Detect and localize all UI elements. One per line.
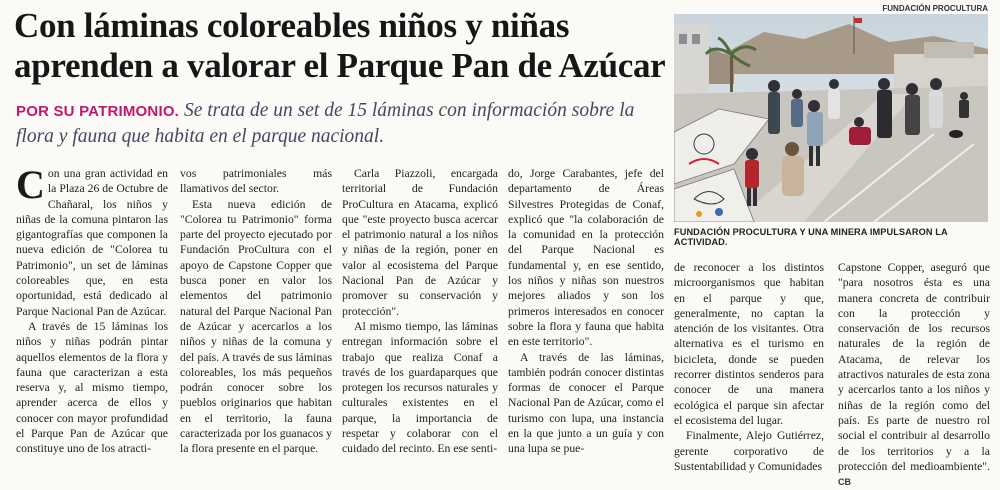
deck bbox=[16, 98, 656, 149]
paragraph-text: on una gran actividad en la Plaza 26 de Octubre de Chañaral, los niños y niñas de la comuna pintaron las gigantografías que componen la nueva edición de "Colorea tu Patrimonio", un set de láminas coloreables que, en esta oportunidad, está dedicado al Parque Nacional Pan de Azúcar. bbox=[16, 167, 168, 318]
article-column-4 bbox=[508, 166, 664, 457]
headline-line-1: Con láminas coloreables niños y niñas bbox=[14, 6, 570, 45]
photo-illustration bbox=[674, 14, 988, 222]
article-column-6 bbox=[838, 260, 990, 490]
article-column-2 bbox=[180, 166, 332, 457]
paragraph: Finalmente, Alejo Gutiérrez, gerente corporativo de Sustentabilidad y Comunidades bbox=[674, 429, 824, 473]
paragraph: A través de 15 láminas los niños y niñas podrán pintar aquellos elementos de la flora y fauna que caracterizan a esta reserva y, al mismo tiempo, aprender acerca de ellos y conocer con mayor profundidad el Parque Pan de Azúcar que constituye uno de los atracti- bbox=[16, 319, 168, 456]
paragraph: Esta nueva edición de "Colorea tu Patrimonio" forma parte del proyecto ejecutado por Fundación ProCultura con el apoyo de Capstone Copper que busca poner en valor los elementos del patrimonio natural del Parque Nacional Pan de Azúcar y acercarlos a los niños y niñas de la comuna y del país. A través de sus láminas coloreables, los más pequeños podrán conocer sobre los pueblos originarios que habitan en el territorio, la fauna caracterizada por los guanacos y la flora presente en el parque. bbox=[180, 197, 332, 456]
paragraph: de reconocer a los distintos microorganismos que habitan en el parque y que, generalmente, no captan la atención de los visitantes. Otra alternativa es el turismo en bicicleta, donde se pueden recorrer distintos senderos para conocer de una manera ecológica el parque sin afectar el ecosistema del lugar. bbox=[674, 261, 824, 427]
paragraph bbox=[16, 162, 168, 319]
paragraph: A través de las láminas, también podrán conocer distintas formas de conocer el Parque Nacional Pan de Azúcar, como el turismo con lupa, una instancia en la que junto a un guía y con una lupa se pue- bbox=[508, 350, 664, 456]
article-photo bbox=[674, 14, 988, 222]
paragraph bbox=[838, 260, 990, 490]
paragraph: Carla Piazzoli, encargada territorial de Fundación ProCultura en Atacama, explicó que "este proyecto busca acercar el patrimonio natural a los niños y niñas de la región, poner en valor al ecosistema del Parque Nacional Pan de Azúcar y promover su conservación y protección". bbox=[342, 167, 498, 318]
article-column-3 bbox=[342, 166, 498, 457]
article-column-5 bbox=[674, 260, 824, 474]
paragraph-text: Capstone Copper, aseguró que "para nosotros ésta es una manera concreta de contribuir con la protección y conservación de los recursos naturales de la región de Atacama, de relevar los atractivos naturales de esta zona y acercarlos tanto a los niños y niñas de la región como del país. Es parte de nuestro rol social el contribuir al desarrollo de los territorios y a la protección del medioambiente". bbox=[838, 261, 990, 473]
headline-line-2: aprenden a valorar el Parque Pan de Azúcar bbox=[14, 46, 666, 85]
paragraph: Al mismo tiempo, las láminas entregan información sobre el trabajo que realiza Conaf a través de los guardaparques que protegen los recursos naturales y culturales existentes en el parque, la importancia de respetar y colaborar con el cuidado del recinto. En ese senti- bbox=[342, 319, 498, 456]
drop-cap: C bbox=[16, 162, 45, 207]
paragraph: vos patrimoniales más llamativos del sector. bbox=[180, 167, 332, 196]
headline bbox=[14, 6, 664, 86]
photo-credit: FUNDACIÓN PROCULTURA bbox=[882, 4, 988, 13]
paragraph: do, Jorge Carabantes, jefe del departamento de Áreas Silvestres Protegidas de Conaf, explicó que "la colaboración de la comunidad en la protección del Parque Nacional es fundamental y, en ese sentido, los niños y niñas son nuestros mejores aliados y son los primeros interesados en conocer sobre la flora y fauna que habita en este territorio". bbox=[508, 167, 664, 349]
article-column-1 bbox=[16, 162, 168, 457]
photo-caption: FUNDACIÓN PROCULTURA Y UNA MINERA IMPULSARON LA ACTIVIDAD. bbox=[674, 227, 948, 247]
deck-text: Se trata de un set de 15 láminas con información sobre la flora y fauna que habita en el parque nacional. bbox=[16, 100, 635, 147]
end-mark: CB bbox=[838, 477, 851, 488]
deck-kicker: POR SU PATRIMONIO. bbox=[16, 103, 180, 120]
